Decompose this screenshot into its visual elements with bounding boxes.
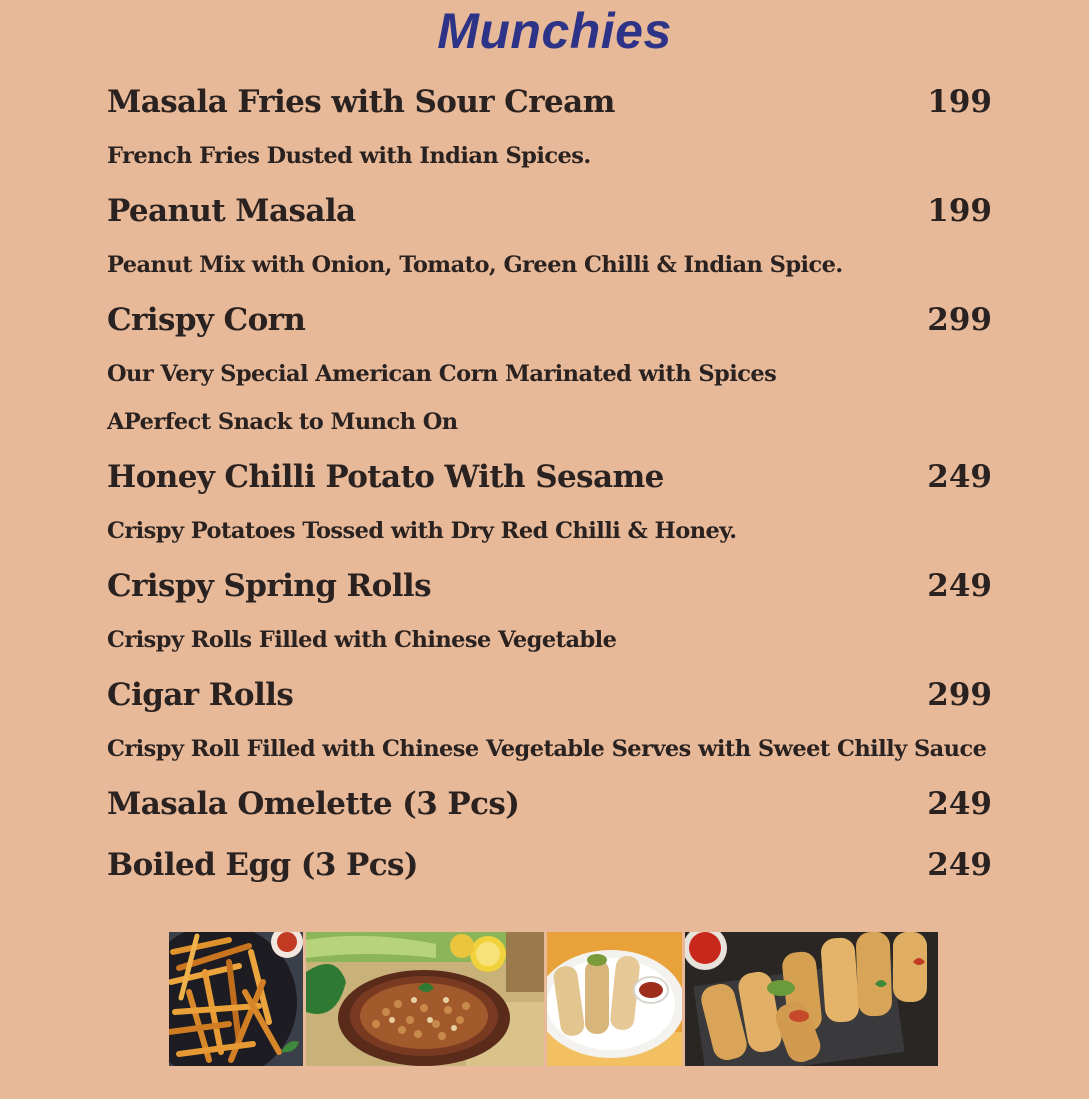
menu-list	[107, 78, 992, 902]
menu-item-header	[107, 78, 992, 126]
menu-item-header	[107, 841, 992, 889]
food-photo-strip	[169, 932, 938, 1066]
menu-item-price: 299	[927, 302, 992, 338]
menu-item-price: 249	[927, 459, 992, 495]
menu-item-description: Crispy Potatoes Tossed with Dry Red Chilli & Honey.	[107, 518, 737, 544]
menu-item-price: 249	[927, 847, 992, 883]
menu-item	[107, 78, 992, 180]
menu-item-price: 199	[927, 193, 992, 229]
menu-item-name: Masala Fries with Sour Cream	[107, 84, 615, 120]
menu-item-description: Our Very Special American Corn Marinated with Spices	[107, 361, 777, 387]
menu-item-name: Peanut Masala	[107, 193, 356, 229]
menu-item-price: 249	[927, 786, 992, 822]
menu-item-description: French Fries Dusted with Indian Spices.	[107, 143, 591, 169]
wraps-photo-icon	[547, 932, 682, 1066]
menu-item	[107, 296, 992, 446]
menu-item-header	[107, 671, 992, 719]
page-title: Munchies	[437, 3, 672, 59]
menu-item-price: 199	[927, 84, 992, 120]
menu-item-header	[107, 187, 992, 235]
spring-rolls-photo-icon	[685, 932, 938, 1066]
menu-item	[107, 780, 992, 828]
menu-item	[107, 671, 992, 773]
menu-item-header	[107, 562, 992, 610]
peanut-masala-photo-icon	[306, 932, 544, 1066]
menu-item	[107, 187, 992, 289]
menu-item	[107, 841, 992, 889]
menu-item-description: Peanut Mix with Onion, Tomato, Green Chilli & Indian Spice.	[107, 252, 843, 278]
menu-item-description: APerfect Snack to Munch On	[107, 409, 458, 435]
menu-item-name: Cigar Rolls	[107, 677, 294, 713]
menu-item-price: 249	[927, 568, 992, 604]
menu-item-header	[107, 296, 992, 344]
menu-item-name: Crispy Spring Rolls	[107, 568, 431, 604]
menu-item	[107, 562, 992, 664]
menu-item-name: Honey Chilli Potato With Sesame	[107, 459, 664, 495]
menu-item-description: Crispy Roll Filled with Chinese Vegetable Serves with Sweet Chilly Sauce	[107, 736, 987, 762]
menu-item-header	[107, 780, 992, 828]
menu-item	[107, 453, 992, 555]
menu-item-name: Crispy Corn	[107, 302, 306, 338]
menu-item-description: Crispy Rolls Filled with Chinese Vegetable	[107, 627, 617, 653]
menu-item-name: Boiled Egg (3 Pcs)	[107, 847, 418, 883]
menu-item-price: 299	[927, 677, 992, 713]
menu-item-name: Masala Omelette (3 Pcs)	[107, 786, 520, 822]
menu-item-header	[107, 453, 992, 501]
fries-photo-icon	[169, 932, 303, 1066]
